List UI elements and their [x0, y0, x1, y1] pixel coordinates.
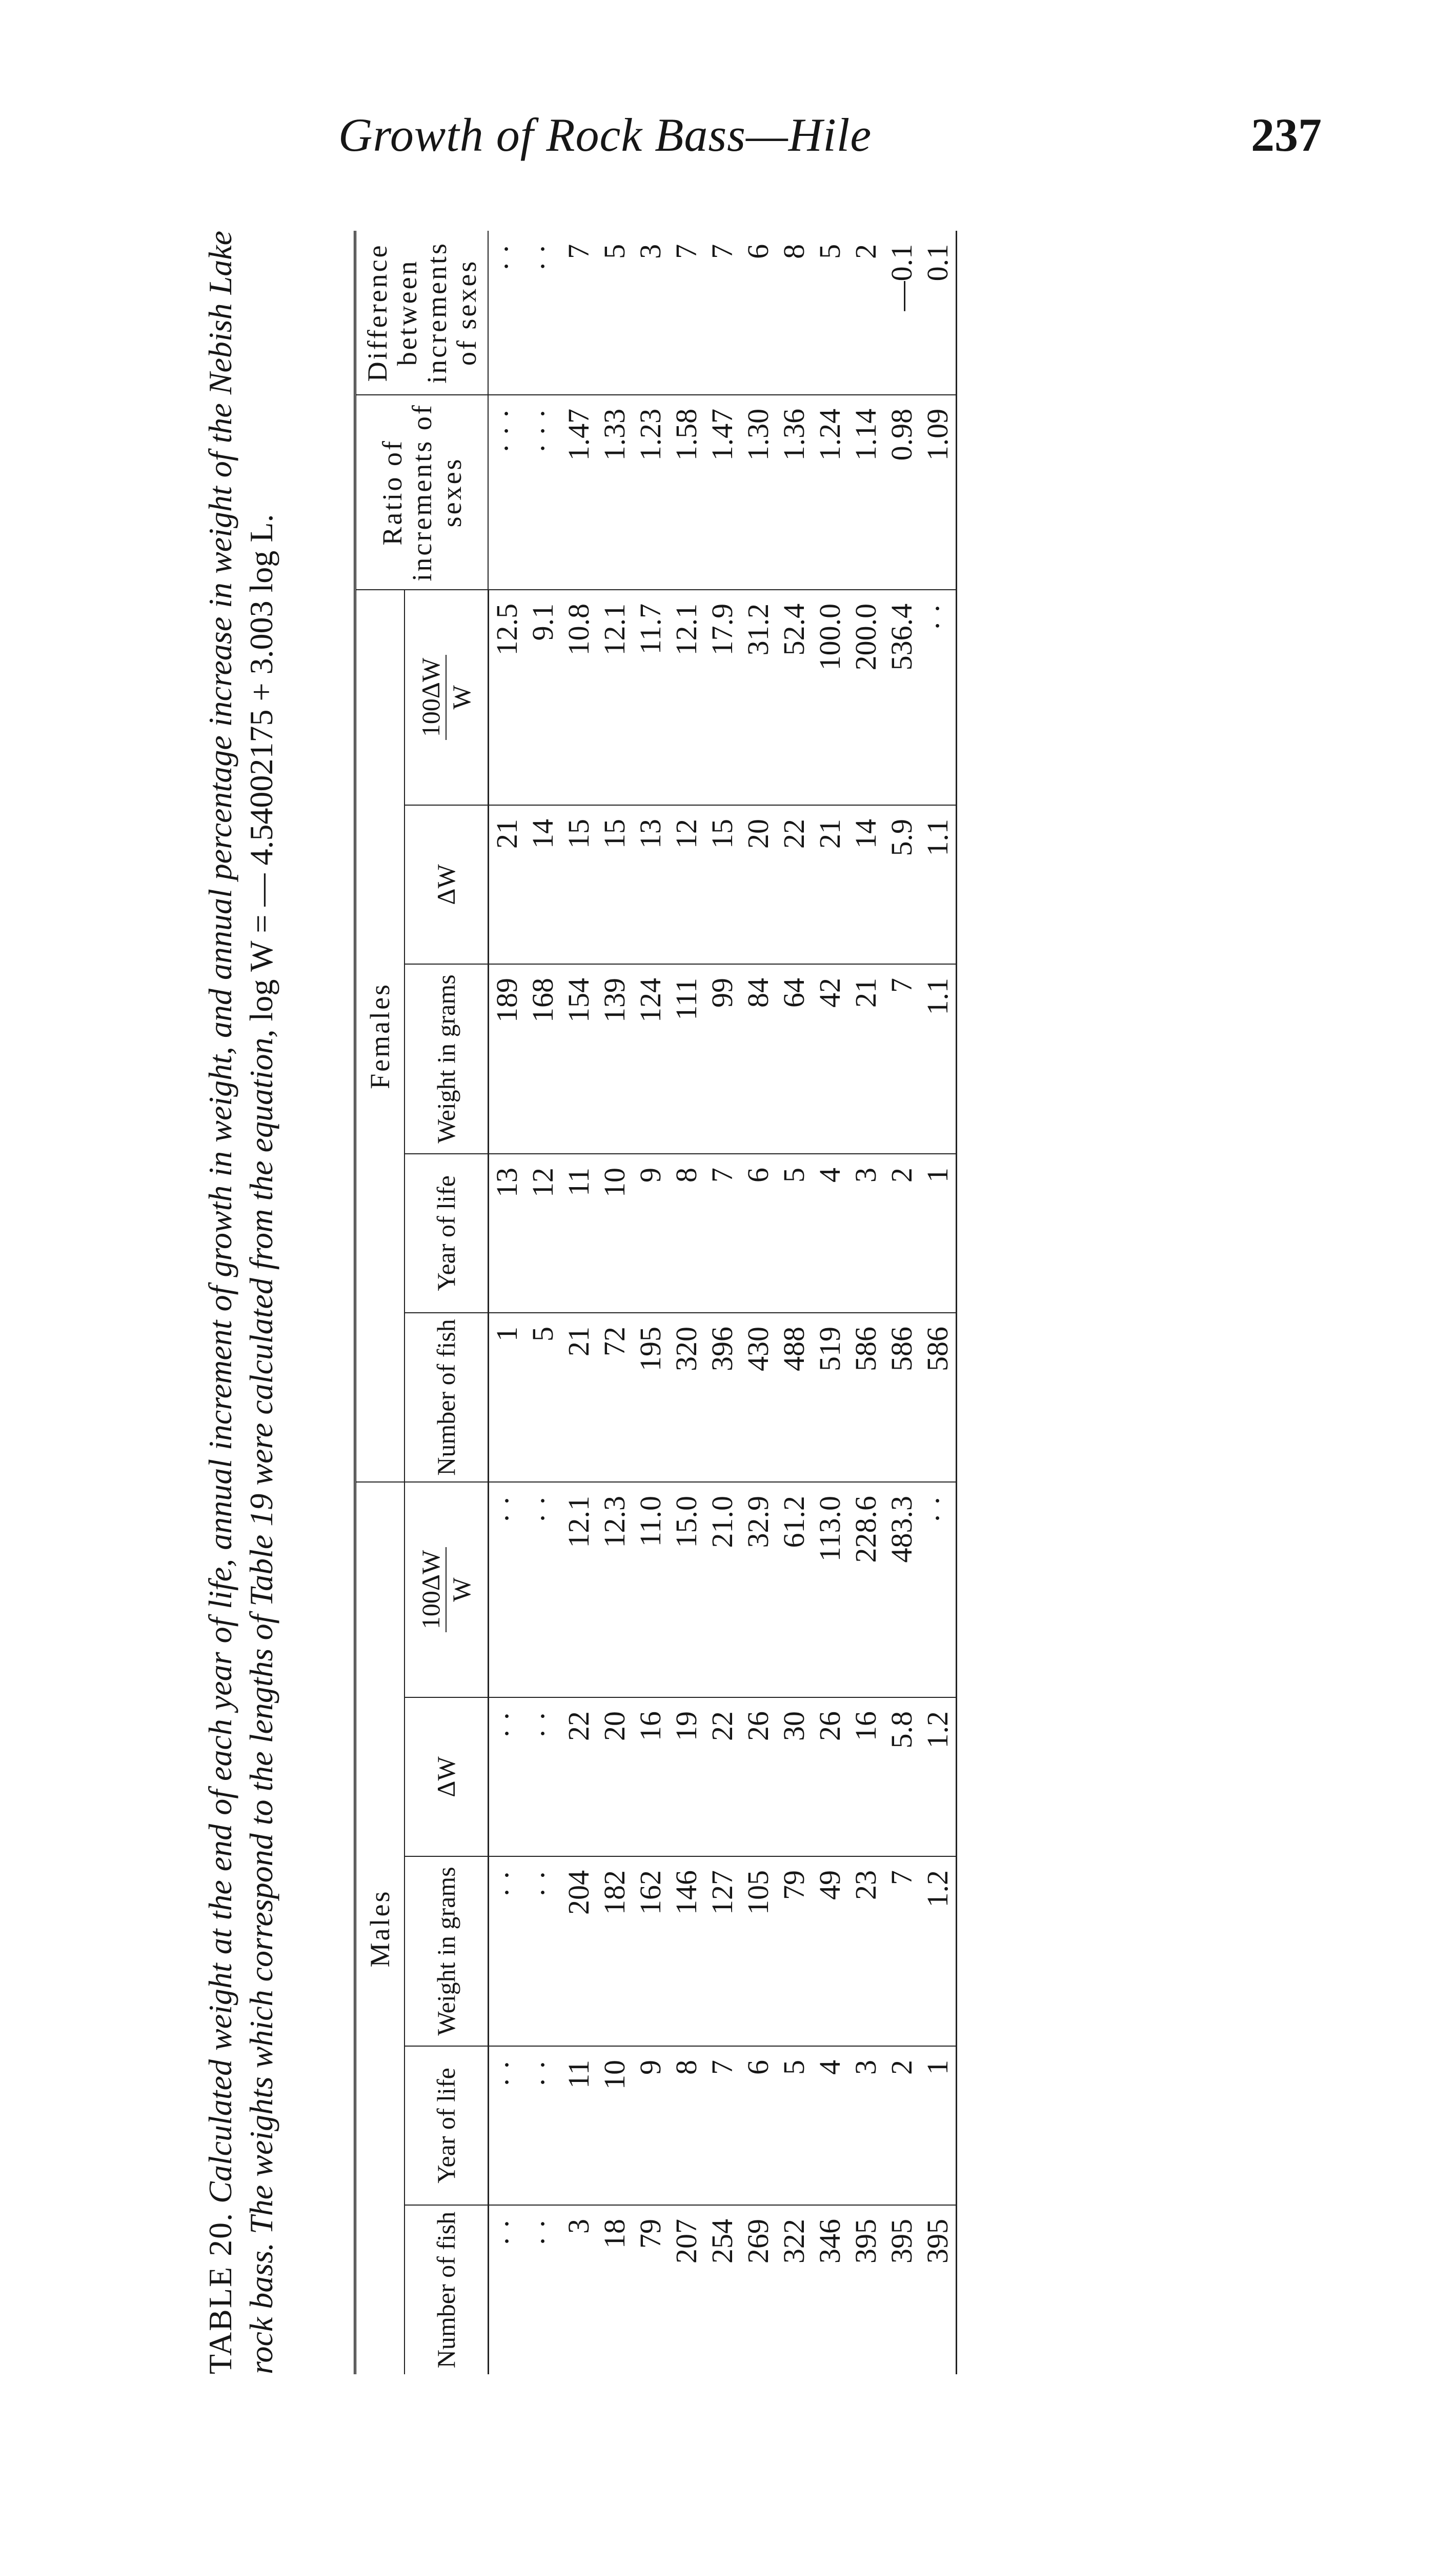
f-weight: 42	[812, 964, 848, 1154]
f-percent-increase: 17.9	[704, 590, 740, 805]
m-delta-w: · ·	[525, 1697, 561, 1856]
f-delta-w: 14	[848, 805, 884, 964]
group-females: Females	[355, 590, 405, 1482]
f-weight: 139	[597, 964, 633, 1154]
m-weight: 204	[561, 1856, 597, 2046]
difference-of-increments: 7	[705, 244, 739, 259]
m-weight: 146	[669, 1856, 704, 2046]
ratio-of-increments: 1.47	[704, 395, 740, 590]
col-f-percent	[405, 590, 488, 805]
table-row	[920, 231, 957, 2374]
f-percent-increase: 12.1	[597, 590, 633, 805]
m-number-of-fish: 269	[740, 2205, 776, 2374]
difference-of-increments: 3	[633, 244, 667, 259]
ratio-of-increments: 0.98	[884, 395, 920, 590]
m-year-of-life: 9	[633, 2046, 669, 2205]
table-row	[597, 231, 633, 2374]
m-year-of-life: · ·	[525, 2046, 561, 2205]
m-year-of-life: 8	[669, 2046, 704, 2205]
f-delta-w: 20	[740, 805, 776, 964]
col-m-weight: Weight in grams	[405, 1856, 488, 2046]
m-number-of-fish: 395	[848, 2205, 884, 2374]
m-number-of-fish: 207	[669, 2205, 704, 2374]
m-percent-increase: · ·	[920, 1482, 957, 1697]
m-number-of-fish: 18	[597, 2205, 633, 2374]
f-delta-w: 22	[776, 805, 812, 964]
f-weight: 111	[669, 964, 704, 1154]
fraction	[416, 655, 476, 740]
f-year-of-life: 9	[633, 1154, 669, 1313]
table-label: TABLE 20.	[202, 2212, 238, 2374]
table-equation: log W = — 4.54002175 + 3.003 log L.	[243, 514, 279, 1021]
table-caption-text: Calculated weight at the end of each year of life, annual increment of growth in weight, and annual percentage increase in weight of the Nebish Lake rock bass. The weights which correspond to the lengths of Table 19 were calculated from the equation,	[202, 230, 279, 2374]
ratio-of-increments: 1.58	[669, 395, 704, 590]
col-m-percent	[405, 1482, 488, 1697]
f-percent-increase: 11.7	[633, 590, 669, 805]
m-year-of-life: 1	[920, 2046, 957, 2205]
m-weight: · ·	[525, 1856, 561, 2046]
m-delta-w: 1.2	[920, 1697, 957, 1856]
ratio-of-increments: 1.14	[848, 395, 884, 590]
m-weight: 105	[740, 1856, 776, 2046]
f-weight: 189	[488, 964, 525, 1154]
m-percent-increase: · ·	[525, 1482, 561, 1697]
difference-of-increments: —0.1	[884, 244, 918, 311]
f-number-of-fish: 195	[633, 1313, 669, 1482]
m-delta-w: 26	[812, 1697, 848, 1856]
f-percent-increase: 12.5	[488, 590, 525, 805]
fraction-denominator: W	[447, 685, 476, 710]
f-number-of-fish: 396	[704, 1313, 740, 1482]
m-weight: · ·	[488, 1856, 525, 2046]
f-percent-increase: 10.8	[561, 590, 597, 805]
col-difference: Difference between increments of sexes	[355, 231, 489, 395]
difference-of-increments: 0.1	[920, 231, 957, 395]
f-year-of-life: 11	[561, 1154, 597, 1313]
m-delta-w: 16	[633, 1697, 669, 1856]
col-m-number-of-fish: Number of fish	[405, 2205, 488, 2374]
table-row	[884, 231, 920, 2374]
f-percent-increase: 31.2	[740, 590, 776, 805]
m-year-of-life: 10	[597, 2046, 633, 2205]
f-weight: 99	[704, 964, 740, 1154]
fraction-denominator: W	[447, 1577, 476, 1602]
f-number-of-fish: 586	[848, 1313, 884, 1482]
f-percent-increase: 12.1	[669, 590, 704, 805]
m-percent-increase: 61.2	[776, 1482, 812, 1697]
f-year-of-life: 10	[597, 1154, 633, 1313]
difference-of-increments: 5	[813, 244, 846, 259]
f-number-of-fish: 519	[812, 1313, 848, 1482]
m-delta-w: 22	[704, 1697, 740, 1856]
f-year-of-life: 6	[740, 1154, 776, 1313]
col-m-year-of-life: Year of life	[405, 2046, 488, 2205]
ratio-of-increments: · · ·	[488, 395, 525, 590]
m-percent-increase: 15.0	[669, 1482, 704, 1697]
ratio-of-increments: 1.23	[633, 395, 669, 590]
col-f-delta-w: ΔW	[405, 805, 488, 964]
f-number-of-fish: 488	[776, 1313, 812, 1482]
f-number-of-fish: 430	[740, 1313, 776, 1482]
m-percent-increase: 21.0	[704, 1482, 740, 1697]
ratio-of-increments: 1.30	[740, 395, 776, 590]
m-delta-w: 5.8	[884, 1697, 920, 1856]
m-number-of-fish: 346	[812, 2205, 848, 2374]
page-number: 237	[1251, 109, 1322, 161]
f-weight: 154	[561, 964, 597, 1154]
f-number-of-fish: 586	[920, 1313, 957, 1482]
m-number-of-fish: 3	[561, 2205, 597, 2374]
table-row	[633, 231, 669, 2374]
f-number-of-fish: 72	[597, 1313, 633, 1482]
f-percent-increase: 200.0	[848, 590, 884, 805]
m-weight: 1.2	[920, 1856, 957, 2046]
difference-of-increments: · ·	[490, 244, 523, 272]
difference-of-increments: 8	[777, 244, 811, 259]
f-percent-increase: 52.4	[776, 590, 812, 805]
f-percent-increase: 9.1	[525, 590, 561, 805]
f-weight: 124	[633, 964, 669, 1154]
m-year-of-life: · ·	[488, 2046, 525, 2205]
m-number-of-fish: 322	[776, 2205, 812, 2374]
m-number-of-fish: · ·	[488, 2205, 525, 2374]
m-weight: 23	[848, 1856, 884, 2046]
table-row	[704, 231, 740, 2374]
growth-table	[354, 231, 957, 2374]
m-weight: 182	[597, 1856, 633, 2046]
table-row	[740, 231, 776, 2374]
m-year-of-life: 3	[848, 2046, 884, 2205]
difference-of-increments: 7	[561, 244, 595, 259]
f-year-of-life: 2	[884, 1154, 920, 1313]
table-row	[776, 231, 812, 2374]
running-title: Growth of Rock Bass—Hile	[338, 109, 872, 161]
m-delta-w: 26	[740, 1697, 776, 1856]
f-percent-increase: 536.4	[884, 590, 920, 805]
f-year-of-life: 3	[848, 1154, 884, 1313]
m-percent-increase: · ·	[488, 1482, 525, 1697]
f-delta-w: 15	[704, 805, 740, 964]
ratio-of-increments: · · ·	[525, 395, 561, 590]
m-weight: 162	[633, 1856, 669, 2046]
m-delta-w: 20	[597, 1697, 633, 1856]
difference-of-increments: 6	[741, 244, 775, 259]
m-weight: 127	[704, 1856, 740, 2046]
col-f-weight: Weight in grams	[405, 964, 488, 1154]
f-year-of-life: 5	[776, 1154, 812, 1313]
m-percent-increase: 12.3	[597, 1482, 633, 1697]
fraction-numerator: 100ΔW	[416, 1547, 447, 1632]
f-weight: 64	[776, 964, 812, 1154]
table-row	[848, 231, 884, 2374]
table-row	[812, 231, 848, 2374]
m-delta-w: 16	[848, 1697, 884, 1856]
m-year-of-life: 7	[704, 2046, 740, 2205]
ratio-of-increments: 1.36	[776, 395, 812, 590]
difference-of-increments: 5	[597, 244, 631, 259]
m-year-of-life: 5	[776, 2046, 812, 2205]
m-percent-increase: 228.6	[848, 1482, 884, 1697]
f-weight: 84	[740, 964, 776, 1154]
f-number-of-fish: 21	[561, 1313, 597, 1482]
f-year-of-life: 8	[669, 1154, 704, 1313]
difference-of-increments: 2	[848, 244, 882, 259]
table-row	[488, 231, 525, 2374]
f-delta-w: 13	[633, 805, 669, 964]
fraction	[416, 1547, 476, 1632]
ratio-of-increments: 1.24	[812, 395, 848, 590]
m-percent-increase: 12.1	[561, 1482, 597, 1697]
m-year-of-life: 11	[561, 2046, 597, 2205]
f-delta-w: 15	[597, 805, 633, 964]
running-head	[0, 103, 1456, 164]
f-number-of-fish: 320	[669, 1313, 704, 1482]
f-year-of-life: 1	[920, 1154, 957, 1313]
f-delta-w: 1.1	[920, 805, 957, 964]
f-number-of-fish: 5	[525, 1313, 561, 1482]
rotated-table-block	[200, 231, 1061, 2374]
f-delta-w: 14	[525, 805, 561, 964]
fraction-numerator: 100ΔW	[416, 655, 447, 740]
m-delta-w: 22	[561, 1697, 597, 1856]
ratio-of-increments: 1.47	[561, 395, 597, 590]
f-percent-increase: · ·	[920, 590, 957, 805]
col-ratio: Ratio of increments of sexes	[355, 395, 489, 590]
f-number-of-fish: 586	[884, 1313, 920, 1482]
m-year-of-life: 4	[812, 2046, 848, 2205]
f-year-of-life: 12	[525, 1154, 561, 1313]
table-row	[561, 231, 597, 2374]
ratio-of-increments: 1.33	[597, 395, 633, 590]
m-number-of-fish: 395	[884, 2205, 920, 2374]
f-year-of-life: 7	[704, 1154, 740, 1313]
f-weight: 21	[848, 964, 884, 1154]
m-weight: 79	[776, 1856, 812, 2046]
m-percent-increase: 113.0	[812, 1482, 848, 1697]
f-delta-w: 21	[812, 805, 848, 964]
m-year-of-life: 6	[740, 2046, 776, 2205]
difference-of-increments: 7	[669, 244, 703, 259]
table-row	[669, 231, 704, 2374]
m-delta-w: · ·	[488, 1697, 525, 1856]
f-weight: 7	[884, 964, 920, 1154]
group-header-row	[355, 231, 405, 2374]
m-percent-increase: 32.9	[740, 1482, 776, 1697]
m-percent-increase: 483.3	[884, 1482, 920, 1697]
m-number-of-fish: 395	[920, 2205, 957, 2374]
m-number-of-fish: 254	[704, 2205, 740, 2374]
m-delta-w: 19	[669, 1697, 704, 1856]
m-weight: 7	[884, 1856, 920, 2046]
f-percent-increase: 100.0	[812, 590, 848, 805]
m-year-of-life: 2	[884, 2046, 920, 2205]
f-delta-w: 15	[561, 805, 597, 964]
f-year-of-life: 4	[812, 1154, 848, 1313]
ratio-of-increments: 1.09	[920, 395, 957, 590]
col-f-year-of-life: Year of life	[405, 1154, 488, 1313]
table-caption	[200, 231, 282, 2374]
f-number-of-fish: 1	[488, 1313, 525, 1482]
group-males: Males	[355, 1482, 405, 2374]
table-row	[525, 231, 561, 2374]
m-delta-w: 30	[776, 1697, 812, 1856]
m-percent-increase: 11.0	[633, 1482, 669, 1697]
m-weight: 49	[812, 1856, 848, 2046]
col-m-delta-w: ΔW	[405, 1697, 488, 1856]
f-delta-w: 12	[669, 805, 704, 964]
f-weight: 168	[525, 964, 561, 1154]
m-number-of-fish: · ·	[525, 2205, 561, 2374]
difference-of-increments: · ·	[525, 244, 559, 272]
f-delta-w: 5.9	[884, 805, 920, 964]
f-year-of-life: 13	[488, 1154, 525, 1313]
m-number-of-fish: 79	[633, 2205, 669, 2374]
f-delta-w: 21	[488, 805, 525, 964]
col-f-number-of-fish: Number of fish	[405, 1313, 488, 1482]
f-weight: 1.1	[920, 964, 957, 1154]
